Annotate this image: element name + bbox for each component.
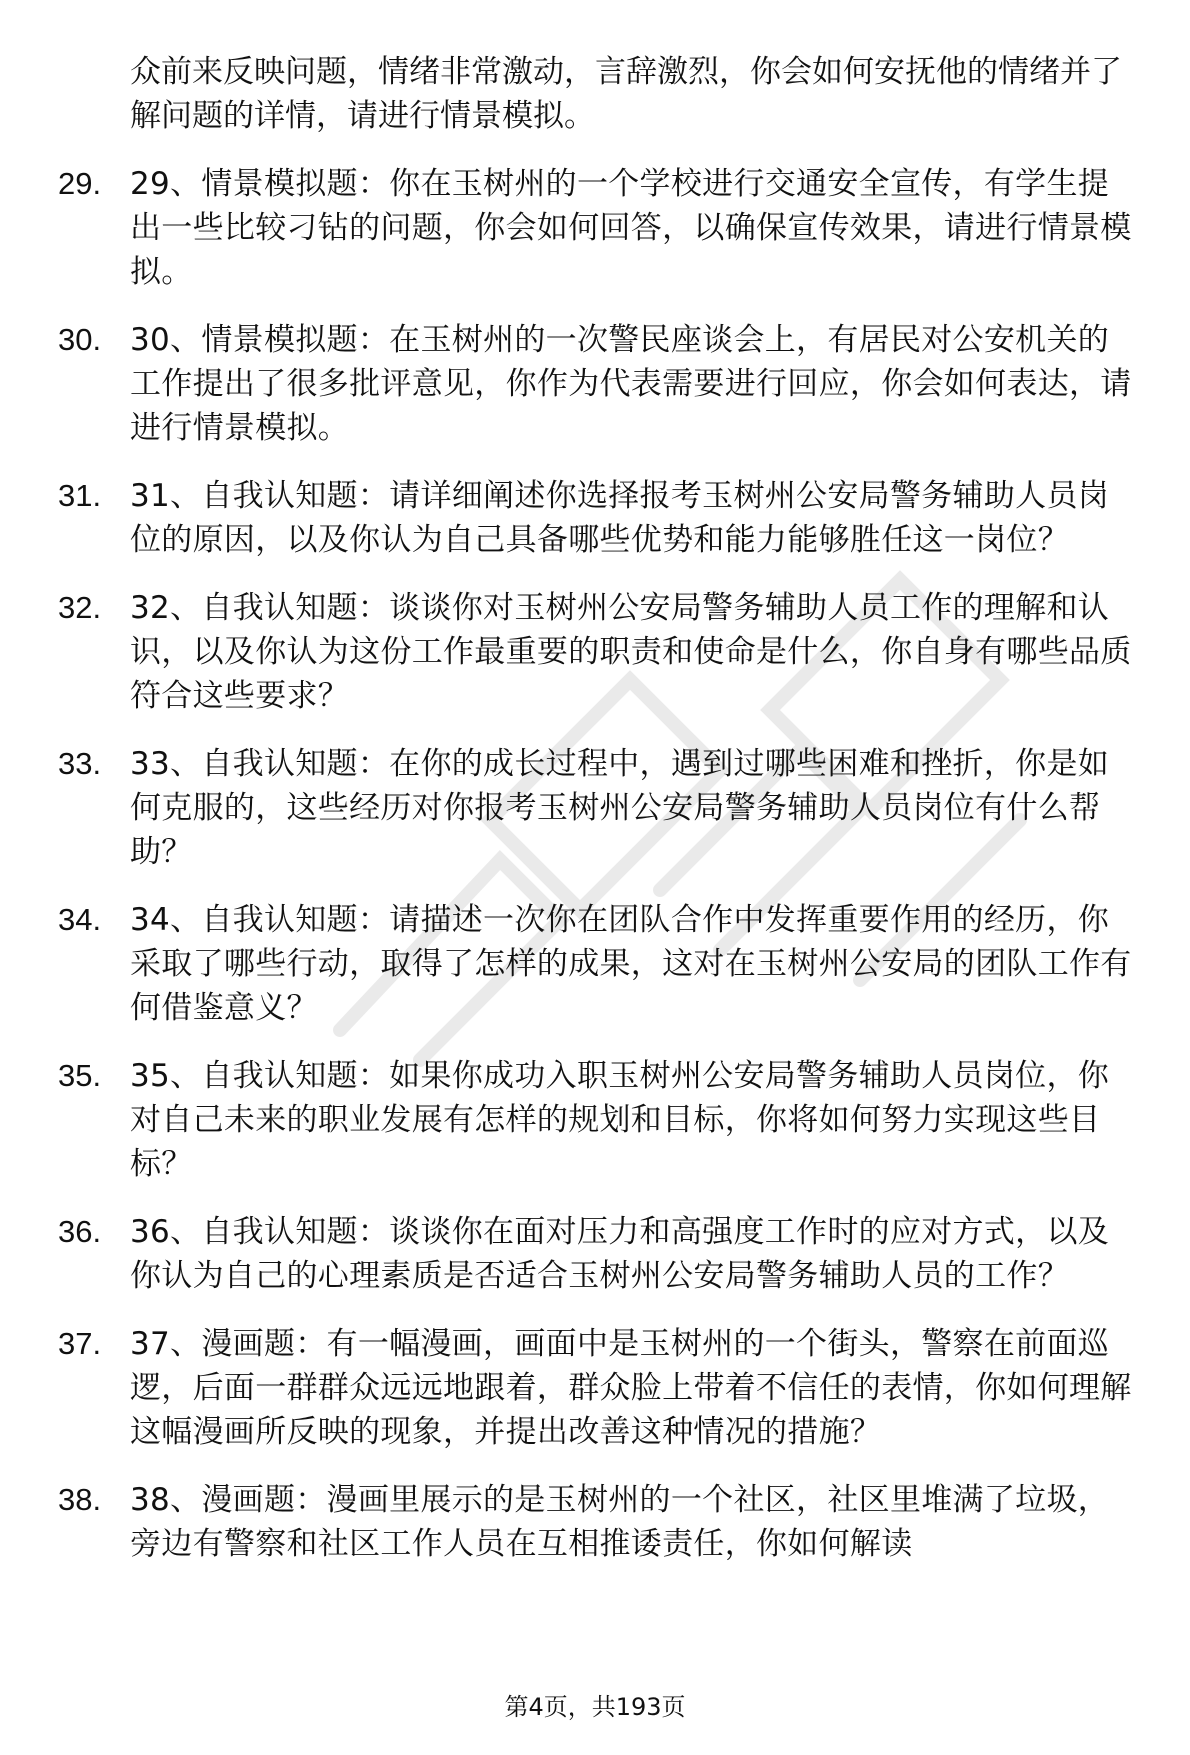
item-text: 35、自我认知题：如果你成功入职玉树州公安局警务辅助人员岗位，你对自己未来的职业发展有怎样的规划和目标，你将如何努力实现这些目标？ <box>130 1058 1110 1182</box>
item-number: 34. <box>58 902 102 937</box>
item-text: 31、自我认知题：请详细阐述你选择报考玉树州公安局警务辅助人员岗位的原因，以及你认为自己具备哪些优势和能力能够胜任这一岗位？ <box>130 478 1110 558</box>
item-text: 38、漫画题：漫画里展示的是玉树州的一个社区，社区里堆满了垃圾，旁边有警察和社区工作人员在互相推诿责任，你如何解读 <box>130 1482 1110 1562</box>
item-text: 30、情景模拟题：在玉树州的一次警民座谈会上，有居民对公安机关的工作提出了很多批评意见，你作为代表需要进行回应，你会如何表达，请进行情景模拟。 <box>130 322 1132 446</box>
item-number: 38. <box>58 1482 102 1517</box>
item-number: 29. <box>58 166 102 201</box>
item-text: 34、自我认知题：请描述一次你在团队合作中发挥重要作用的经历，你采取了哪些行动，取得了怎样的成果，这对在玉树州公安局的团队工作有何借鉴意义？ <box>130 902 1132 1026</box>
list-item <box>58 318 1158 450</box>
list-item <box>58 162 1158 294</box>
item-number: 32. <box>58 590 102 625</box>
item-text: 37、漫画题：有一幅漫画，画面中是玉树州的一个街头，警察在前面巡逻，后面一群群众远远地跟着，群众脸上带着不信任的表情，你如何理解这幅漫画所反映的现象，并提出改善这种情况的措施？ <box>130 1326 1132 1450</box>
item-number: 35. <box>58 1058 102 1093</box>
item-number: 37. <box>58 1326 102 1361</box>
list-item <box>58 1478 1158 1566</box>
item-number: 33. <box>58 746 102 781</box>
list-item <box>58 742 1158 874</box>
item-text: 32、自我认知题：谈谈你对玉树州公安局警务辅助人员工作的理解和认识，以及你认为这份工作最重要的职责和使命是什么，你自身有哪些品质符合这些要求？ <box>130 590 1132 714</box>
list-item <box>58 898 1158 1030</box>
page-footer: 第4页，共193页 <box>504 1693 686 1721</box>
item-number: 30. <box>58 322 102 357</box>
item-text: 36、自我认知题：谈谈你在面对压力和高强度工作时的应对方式，以及你认为自己的心理素质是否适合玉树州公安局警务辅助人员的工作？ <box>130 1214 1110 1294</box>
item-text: 33、自我认知题：在你的成长过程中，遇到过哪些困难和挫折，你是如何克服的，这些经历对你报考玉树州公安局警务辅助人员岗位有什么帮助？ <box>130 746 1110 870</box>
list-item <box>58 586 1158 718</box>
item-text: 29、情景模拟题：你在玉树州的一个学校进行交通安全宣传，有学生提出一些比较刁钻的问题，你会如何回答，以确保宣传效果，请进行情景模拟。 <box>130 166 1132 290</box>
list-item <box>58 1054 1158 1186</box>
list-item <box>58 474 1158 562</box>
item-number: 31. <box>58 478 102 513</box>
list-item <box>58 1322 1158 1454</box>
continued-question-text: 众前来反映问题，情绪非常激动，言辞激烈，你会如何安抚他的情绪并了解问题的详情，请进行情景模拟。 <box>130 54 1122 134</box>
question-list <box>58 50 1158 1566</box>
list-item <box>58 1210 1158 1298</box>
item-number: 36. <box>58 1214 102 1249</box>
